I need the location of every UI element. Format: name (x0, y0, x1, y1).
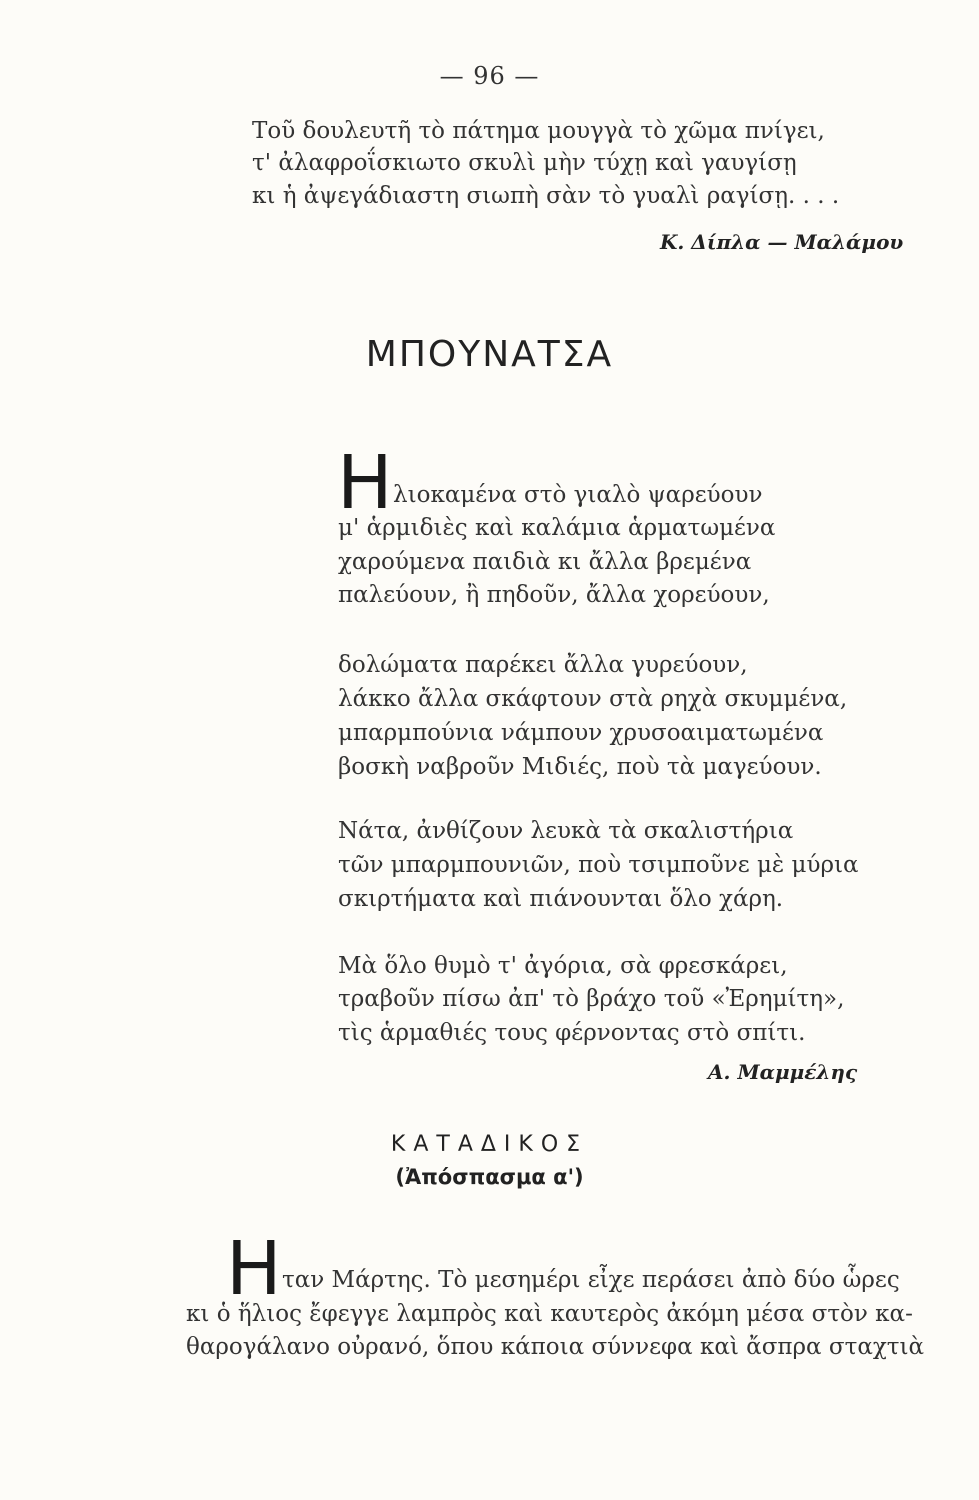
story-line-1: ταν Μάρτης. Τὸ μεσημέρι εἶχε περάσει ἀπὸ δύο ὧρες (282, 1267, 900, 1293)
poem-line-3: χαρούμενα παιδιὰ κι ἄλλα βρεμένα (338, 549, 752, 575)
intro-line-2: τ' ἀλαφροΐσκιωτο σκυλὶ μὴν τύχῃ καὶ γαυγίσῃ (252, 150, 797, 176)
poem-line-10: τῶν μπαρμπουνιῶν, ποὺ τσιμποῦνε μὲ μύρια (338, 852, 859, 878)
poem-line-7: μπαρμπούνια νάμπουν χρυσοαιματωμένα (338, 720, 824, 746)
intro-line-3: κι ἡ ἀψεγάδιαστη σιωπὴ σὰν τὸ γυαλὶ ραγίσῃ. . . . (252, 183, 840, 209)
poem-line-12: Μὰ ὅλο θυμὸ τ' ἀγόρια, σὰ φρεσκάρει, (338, 953, 788, 979)
story-drop-cap: Η (226, 1226, 282, 1312)
poem-line-4: παλεύουν, ἢ πηδοῦν, ἄλλα χορεύουν, (338, 582, 770, 608)
poem-line-5: δολώματα παρέκει ἄλλα γυρεύουν, (338, 652, 748, 678)
intro-line-1: Τοῦ δουλευτῆ τὸ πάτημα μουγγὰ τὸ χῶμα πνίγει, (252, 118, 825, 144)
poem-line-9: Νάτα, ἀνθίζουν λευκὰ τὰ σκαλιστήρια (338, 818, 794, 844)
poem-line-11: σκιρτήματα καὶ πιάνουνται ὅλο χάρη. (338, 886, 784, 912)
poem-signature: Α. Μαμμέλης (708, 1060, 858, 1084)
poem-drop-cap: Η (337, 440, 393, 526)
poem-line-14: τὶς ἁρμαθιές τους φέρνοντας στὸ σπίτι. (338, 1020, 806, 1046)
poem-line-13: τραβοῦν πίσω ἀπ' τὸ βράχο τοῦ «Ἐρημίτη», (338, 986, 845, 1012)
story-line-3: θαρογάλανο οὐρανό, ὅπου κάποια σύννεφα καὶ ἄσπρα σταχτιὰ (186, 1334, 925, 1360)
poem-line-8: βοσκὴ ναβροῦν Μιδιές, ποὺ τὰ μαγεύουν. (338, 754, 822, 780)
story-title: ΚΑΤΑΔΙΚΟΣ (390, 1132, 589, 1157)
story-line-2: κι ὁ ἥλιος ἔφεγγε λαμπρὸς καὶ καυτερὸς ἀκόμη μέσα στὸν κα- (186, 1301, 913, 1327)
story-subtitle: (Ἀπόσπασμα α') (395, 1165, 584, 1189)
poem-line-2: μ' ἁρμιδιὲς καὶ καλάμια ἁρματωμένα (338, 515, 776, 541)
poem-line-1: λιοκαμένα στὸ γιαλὸ ψαρεύουν (393, 482, 763, 508)
intro-signature: Κ. Δίπλα — Μαλάμου (660, 230, 904, 254)
poem-line-6: λάκκο ἄλλα σκάφτουν στὰ ρηχὰ σκυμμένα, (338, 686, 848, 712)
page-number: — 96 — (439, 62, 540, 90)
poem-title: ΜΠΟΥΝΑΤΣΑ (365, 334, 614, 375)
